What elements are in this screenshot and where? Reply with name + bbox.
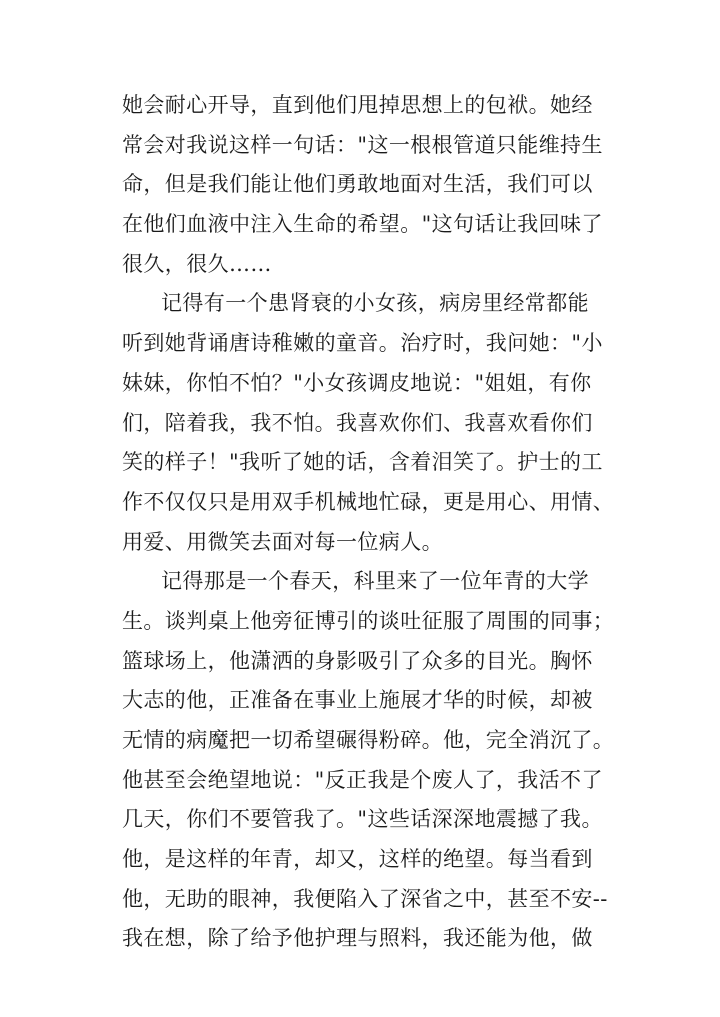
text-line: 大志的他，正准备在事业上施展才华的时候，却被 [122,688,593,713]
text-line: 很久，很久…… [122,251,272,276]
text-line: 他，是这样的年青，却又，这样的绝望。每当看到 [122,847,593,872]
text-line: 用爱、用微笑去面对每一位病人。 [122,529,443,554]
text-line: 无情的病魔把一切希望碾得粉碎。他，完全消沉了。 [122,728,615,752]
text-line: 几天，你们不要管我了。"这些话深深地震撼了我。 [122,807,603,832]
paragraph-start-line: 记得那是一个春天，科里来了一位年青的大学 [161,569,589,594]
text-line: 她会耐心开导，直到他们甩掉思想上的包袱。她经 [122,93,593,117]
text-line: 篮球场上，他潇洒的身影吸引了众多的目光。胸怀 [122,648,593,673]
text-line: 他甚至会绝望地说："反正我是个废人了，我活不了 [122,767,603,792]
text-line: 他，无助的眼神，我便陷入了深省之中，甚至不安-- [122,886,608,911]
text-line: 命，但是我们能让他们勇敢地面对生活，我们可以 [122,172,593,197]
paragraph-start-line: 记得有一个患肾衰的小女孩，病房里经常都能 [161,291,589,316]
body-text [122,86,615,959]
text-line: 我在想，除了给予他护理与照料，我还能为他，做 [122,926,593,951]
text-line: 笑的样子！"我听了她的话，含着泪笑了。护士的工 [122,450,603,475]
text-line: 妹妹，你怕不怕？"小女孩调皮地说："姐姐，有你 [122,370,592,395]
text-line: 常会对我说这样一句话："这一根根管道只能维持生 [122,132,603,157]
text-line: 在他们血液中注入生命的希望。"这句话让我回味了 [122,212,603,237]
text-line: 生。谈判桌上他旁征博引的谈吐征服了周围的同事； [122,608,615,633]
text-line: 作不仅仅只是用双手机械地忙碌，更是用心、用情、 [122,489,615,514]
text-line: 听到她背诵唐诗稚嫩的童音。治疗时，我问她："小 [122,331,603,356]
text-line: 们，陪着我，我不怕。我喜欢你们、我喜欢看你们 [122,410,593,435]
